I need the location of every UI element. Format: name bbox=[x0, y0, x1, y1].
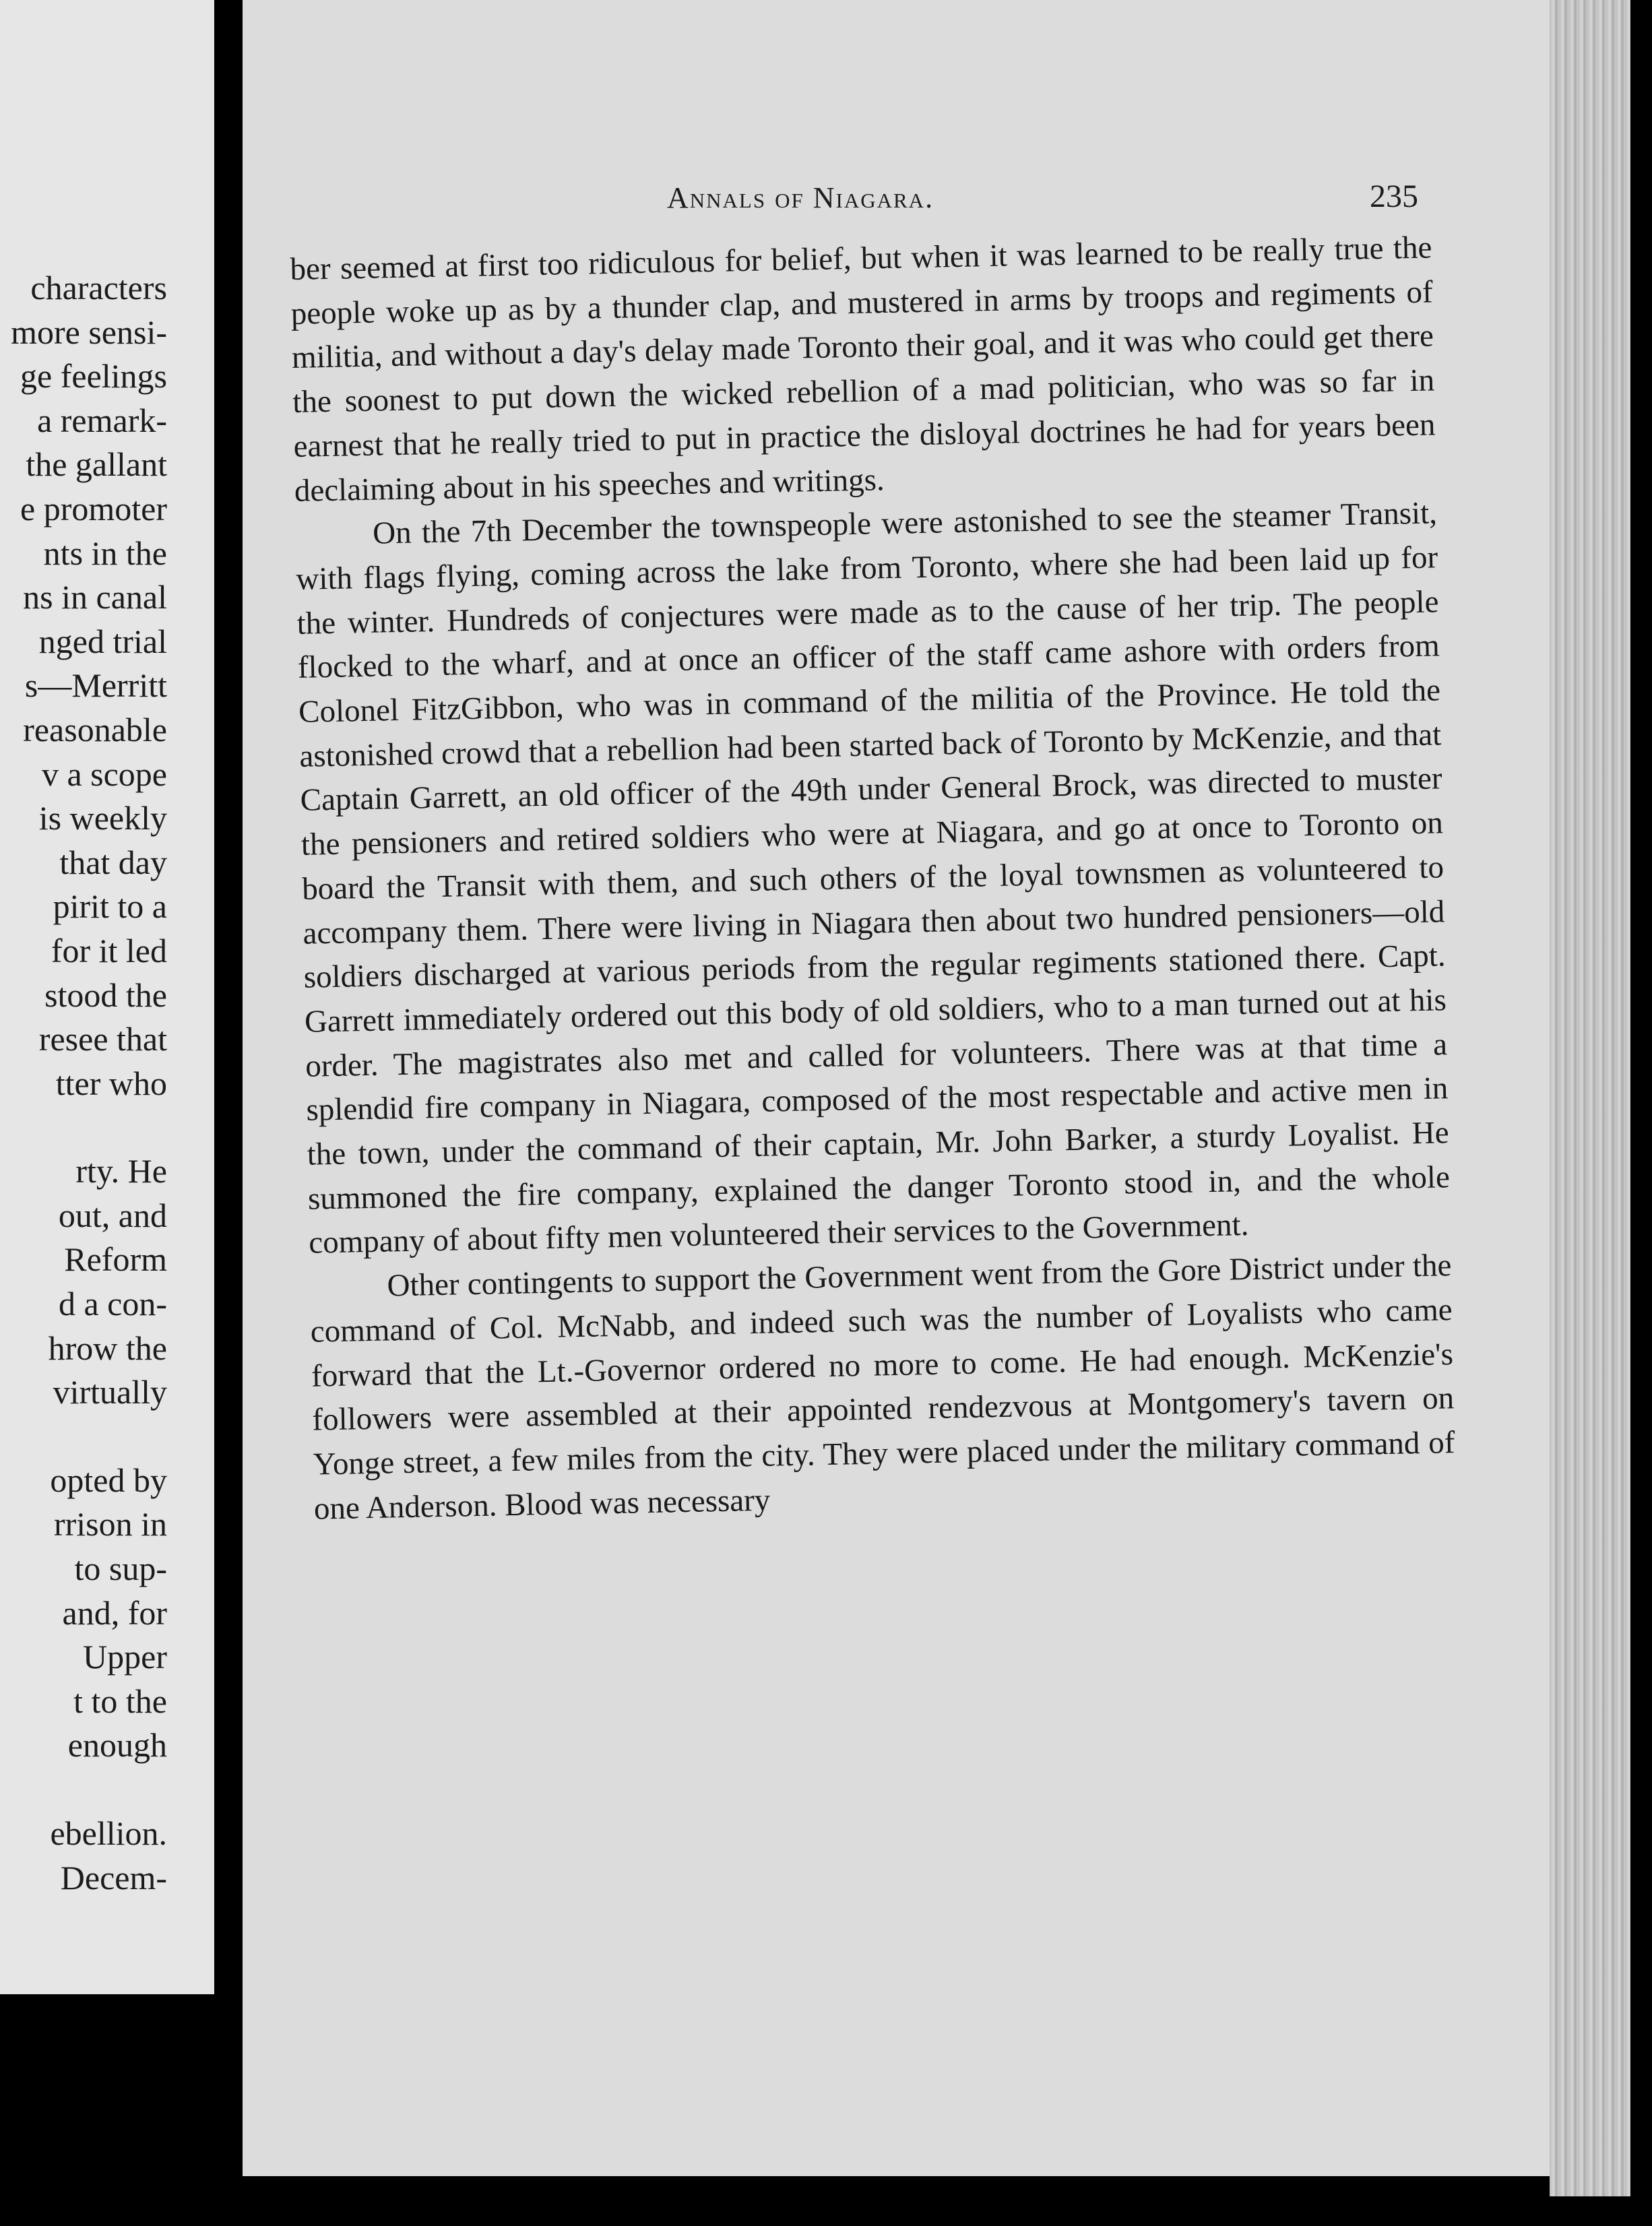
left-page-line: hrow the bbox=[48, 1329, 167, 1367]
running-title: Annals of Niagara. bbox=[667, 181, 934, 214]
paragraph-2: On the 7th December the townspeople were astonished to see the steamer Transit, with flags flying, coming across the lake from Toronto, where she had been laid up for the winter. Hundreds of conjectures were made as to the cause of her trip. The people flocked to the wharf, and at once an officer of the staff came ashore with orders from Colonel FitzGibbon, who was in command of the militia of the Province. He told the astonished crowd that a rebellion had been started back of Toronto by McKenzie, and that Captain Garrett, an old officer of the 49th under General Brock, was directed to muster the pensioners and retired soldiers who were at Niagara, and go at once to Toronto on board the Transit with them, and such others of the loyal townsmen as volunteered to accompany them. There were living in Niagara then about two hundred pensioners—old soldiers discharged at various periods from the regular regiments stationed there. Capt. Garrett immediately ordered out this body of old soldiers, who to a man turned out at his order. The magistrates also met and called for volunteers. There was at that time a splendid fire company in Niagara, composed of the most respectable and active men in the town, under the command of their captain, Mr. John Barker, a sturdy Loyalist. He summoned the fire company, explained the danger Toronto stood in, and the whole company of about fifty men volunteered their services to the Government. bbox=[295, 495, 1451, 1261]
left-page-line: Decem- bbox=[60, 1858, 167, 1897]
paragraph-1: ber seemed at first too ridiculous for belief, but when it was learned to be really true the people woke up as by a thunder clap, and mustered in arms by troops and regiments of militia, and without a day's delay made Toronto their goal, and it was who could get there the soonest to put down the wicked rebellion of a mad politician, who was so far in earnest that he really tried to put in practice the disloyal doctrines he had for years been declaiming about in his speeches and writings. bbox=[290, 230, 1436, 509]
left-page-line-gap bbox=[0, 1415, 167, 1459]
left-page-text bbox=[0, 266, 167, 1900]
left-page-line: more sensi- bbox=[11, 313, 167, 351]
left-page-line: reasonable bbox=[23, 710, 167, 749]
left-page-line: to sup- bbox=[74, 1550, 167, 1588]
paragraph-3: Other contingents to support the Government went from the Gore District under the command of Col. McNabb, and indeed such was the number of Loyalists who came forward that the Lt.-Governor ordered no more to come. He had enough. McKenzie's followers were assembled at their appointed rendezvous at Montgomery's tavern on Yonge street, a few miles from the city. They were placed under the military command of one Anderson. Blood was necessary bbox=[310, 1248, 1455, 1527]
left-page-line: e promoter bbox=[20, 489, 167, 528]
left-page-line: Reform bbox=[64, 1240, 167, 1279]
left-page-line: nged trial bbox=[38, 622, 167, 660]
left-page-line: ns in canal bbox=[23, 578, 167, 616]
left-page-line: v a scope bbox=[41, 755, 167, 793]
left-page-line: ebellion. bbox=[50, 1814, 167, 1852]
left-page-line: and, for bbox=[62, 1593, 167, 1632]
left-page-line: d a con- bbox=[58, 1285, 167, 1323]
left-page-line: tter who bbox=[55, 1064, 167, 1102]
left-page-line: a remark- bbox=[37, 401, 167, 439]
left-page-line: resee that bbox=[38, 1020, 167, 1058]
left-page-line: ge feelings bbox=[20, 357, 167, 395]
left-page-line: that day bbox=[59, 843, 167, 881]
left-page-line: virtually bbox=[53, 1373, 167, 1411]
left-page-line: characters bbox=[30, 269, 167, 307]
left-page-line: for it led bbox=[51, 931, 167, 969]
left-page-line: rty. He bbox=[75, 1152, 167, 1190]
left-page-line: enough bbox=[67, 1726, 167, 1764]
left-page-line: the gallant bbox=[26, 445, 167, 484]
left-page-line-gap bbox=[0, 1106, 167, 1149]
left-page-line: is weekly bbox=[38, 799, 167, 837]
book-gutter bbox=[214, 0, 243, 2226]
left-page-line: s—Merritt bbox=[24, 666, 167, 705]
left-page-line: rrison in bbox=[53, 1505, 167, 1544]
left-page-line: stood the bbox=[44, 976, 167, 1014]
left-page-line: Upper bbox=[83, 1638, 167, 1676]
left-page-line: opted by bbox=[50, 1461, 167, 1499]
left-page-line: pirit to a bbox=[53, 887, 167, 926]
page-header bbox=[290, 181, 1418, 221]
page-edge-stack bbox=[1550, 0, 1630, 2196]
left-page-line-gap bbox=[0, 1768, 167, 1812]
page-number: 235 bbox=[1370, 179, 1418, 214]
left-page-line: t to the bbox=[73, 1682, 167, 1720]
left-page-line: nts in the bbox=[43, 534, 167, 572]
left-page-fragment bbox=[0, 0, 214, 1994]
body-text bbox=[290, 226, 1456, 1531]
left-page-line: out, and bbox=[58, 1196, 167, 1234]
